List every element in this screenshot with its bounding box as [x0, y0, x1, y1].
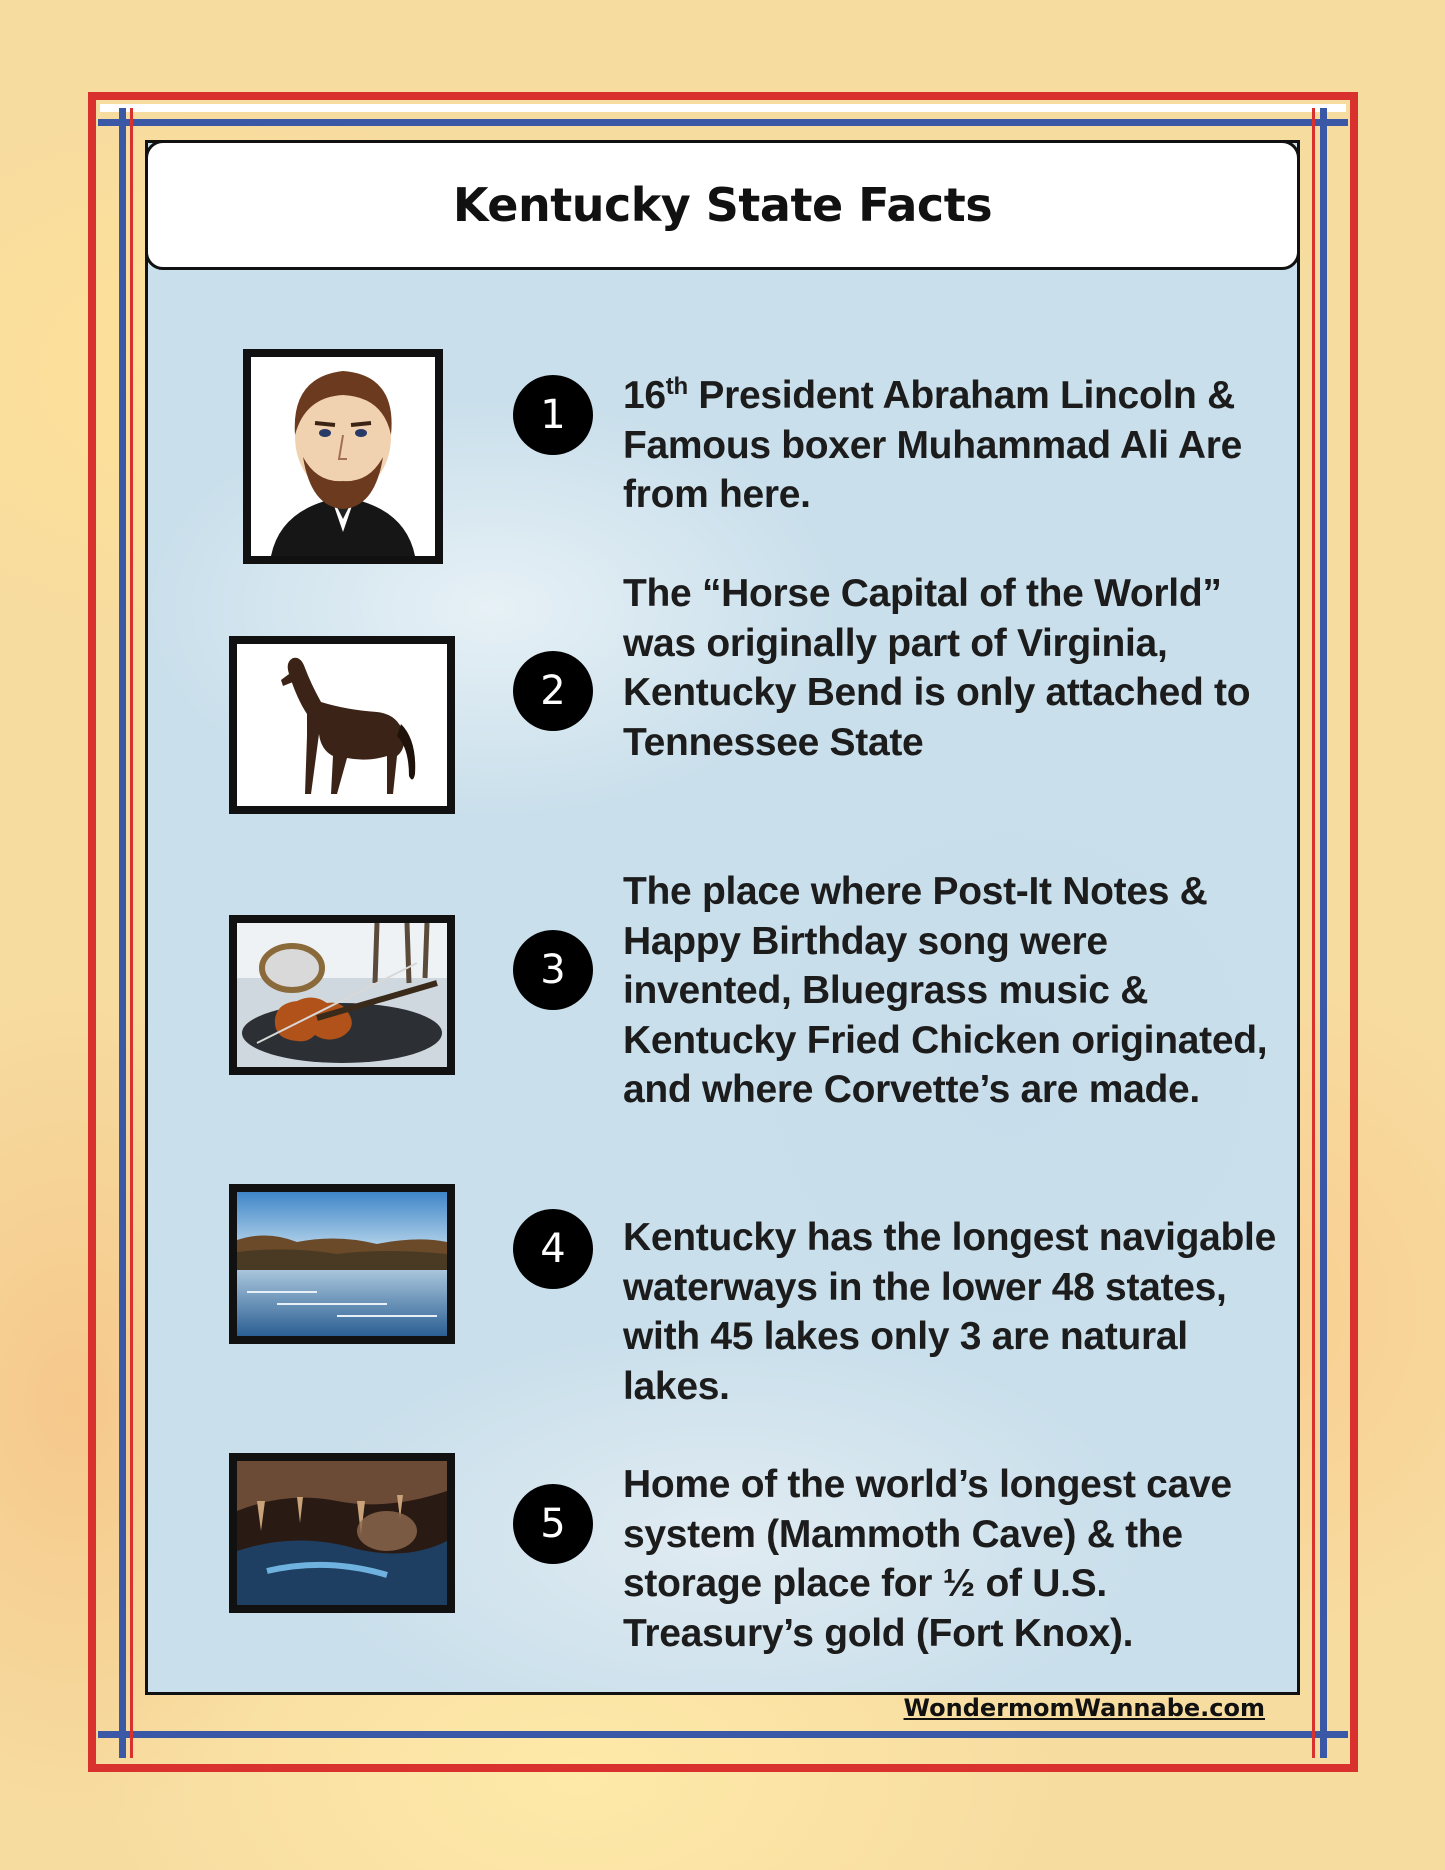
title-box: [145, 140, 1300, 270]
horse-image: [229, 636, 455, 814]
fact-number-1: 1: [513, 375, 593, 455]
fact-text-3: The place where Post-It Notes & Happy Birthday song were invented, Bluegrass music & Kentucky Fried Chicken originated, and where Corvette’s are made.: [623, 870, 1268, 1111]
fact-1-ordinal: 16: [623, 374, 666, 417]
frame-blue-left: [119, 108, 126, 1758]
fact-1-ordinal-suffix: th: [665, 373, 688, 400]
banjo-fiddle-icon: [237, 923, 447, 1067]
fact-number-4: 4: [513, 1209, 593, 1289]
frame-blue-top: [98, 119, 1348, 126]
frame-red-left-inner: [130, 108, 133, 1758]
lake-image: [229, 1184, 455, 1344]
frame-blue-bottom: [98, 1731, 1348, 1738]
abraham-lincoln-icon: [251, 357, 435, 556]
lincoln-image: [243, 349, 443, 564]
fact-text-5: Home of the world’s longest cave system (Mammoth Cave) & the storage place for ½ of U.S. Treasury’s gold (Fort Knox).: [623, 1463, 1232, 1655]
mammoth-cave-image: [229, 1453, 455, 1613]
bluegrass-instruments-image: [229, 915, 455, 1075]
cave-icon: [237, 1461, 447, 1605]
horse-icon: [237, 644, 447, 806]
frame-red-right-inner: [1312, 108, 1315, 1758]
fact-text-1: [623, 371, 1283, 520]
fact-number-5: 5: [513, 1484, 593, 1564]
frame-white-top: [100, 104, 1346, 112]
fact-text-2: The “Horse Capital of the World” was originally part of Virginia, Kentucky Bend is only attached to Tennessee State: [623, 572, 1251, 764]
fact-text-4: Kentucky has the longest navigable waterways in the lower 48 states, with 45 lakes only 3 are natural lakes.: [623, 1216, 1276, 1408]
fact-1-body: President Abraham Lincoln & Famous boxer Muhammad Ali Are from here.: [623, 374, 1243, 516]
page-title: Kentucky State Facts: [452, 178, 993, 232]
fact-number-2: 2: [513, 651, 593, 731]
website-credit-link[interactable]: WondermomWannabe.com: [903, 1694, 1265, 1722]
fact-number-3: 3: [513, 930, 593, 1010]
frame-blue-right: [1320, 108, 1327, 1758]
lake-icon: [237, 1192, 447, 1336]
